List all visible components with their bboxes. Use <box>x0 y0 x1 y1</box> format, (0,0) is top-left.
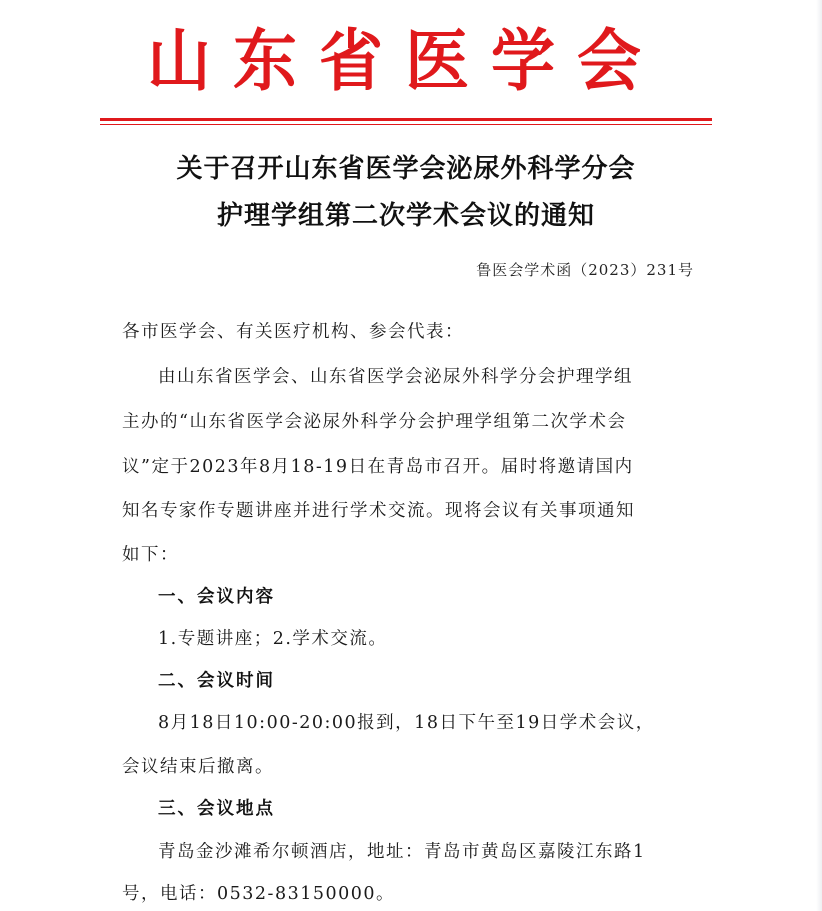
letterhead-org-name: 山东省医学会 <box>147 22 663 101</box>
venue-line1: 青岛金沙滩希尔顿酒店，地址：青岛市黄岛区嘉陵江东路1 <box>158 842 646 862</box>
section-heading-content: 一、会议内容 <box>158 587 275 607</box>
intro-line4: 知名专家作专题讲座并进行学术交流。现将会议有关事项通知 <box>122 501 635 521</box>
content-text: 1.专题讲座；2.学术交流。 <box>158 629 388 649</box>
venue-line2: 号，电话：0532-83150000。 <box>122 884 396 904</box>
time-line2: 会议结束后撤离。 <box>122 757 274 777</box>
document-number: 鲁医会学术函（2023）231号 <box>476 261 694 279</box>
section-heading-venue: 三、会议地点 <box>158 799 275 819</box>
page-edge-shadow <box>816 0 822 911</box>
notice-title-line2: 护理学组第二次学术会议的通知 <box>216 201 595 231</box>
letterhead-rule-thick <box>100 118 712 121</box>
letterhead-rule-thin <box>100 124 712 125</box>
section-heading-time: 二、会议时间 <box>158 671 275 691</box>
intro-line3: 议”定于2023年8月18-19日在青岛市召开。届时将邀请国内 <box>122 457 634 477</box>
intro-line5: 如下： <box>122 545 179 565</box>
salutation: 各市医学会、有关医疗机构、参会代表： <box>122 322 464 342</box>
intro-line2: 主办的“山东省医学会泌尿外科学分会护理学组第二次学术会 <box>122 412 627 432</box>
intro-line1: 由山东省医学会、山东省医学会泌尿外科学分会护理学组 <box>158 367 633 387</box>
time-line1: 8月18日10:00-20:00报到，18日下午至19日学术会议， <box>158 713 655 733</box>
notice-title-line1: 关于召开山东省医学会泌尿外科学分会 <box>176 154 636 184</box>
